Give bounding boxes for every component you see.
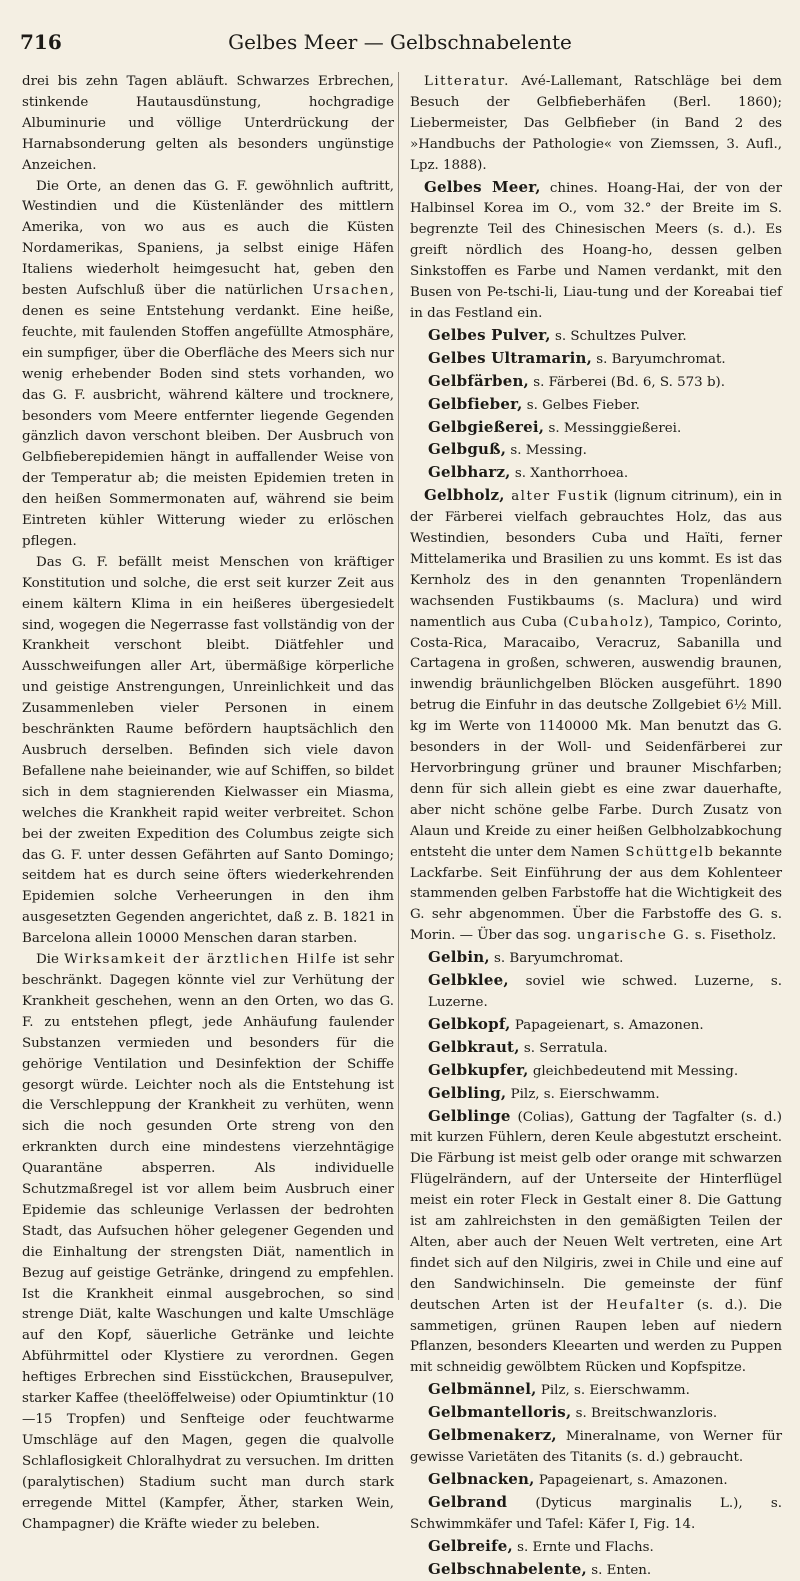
headword: Gelbin, [428,948,490,967]
entry-gelbkraut: Gelbkraut, s. Serratula. [428,1037,608,1056]
headword: Gelbgießerei, [428,417,545,436]
entry-gelbklee: Gelbklee, soviel wie schwed. Luzerne, s. Luzerne. [428,971,782,1010]
headword: Gelbrand [428,1492,508,1511]
headword: Gelbkopf, [428,1014,511,1033]
spaced-term: Wirksamkeit der ärztlichen Hilfe [64,952,338,968]
literature-paragraph: Litteratur. Avé-Lallemant, Ratschläge bei dem Besuch der Gelbfieberhäfen (Berl. 1860); Liebermeister, Das Gelbfieber (in Band 2 des »Handbuchs der Pathologie« von Ziemssen, 3. Aufl., Lpz. 1888). [410,74,782,173]
entry-gelbrand: Gelbrand (Dyticus marginalis L.), s. Schwimmkäfer und Tafel: Käfer I, Fig. 14. [410,1492,782,1532]
entry-gelbnacken: Gelbnacken, Papageienart, s. Amazonen. [428,1469,728,1488]
headword: Gelbes Meer, [424,177,541,196]
entry-gelbkopf: Gelbkopf, Papageienart, s. Amazonen. [428,1014,704,1033]
headword: Gelbkupfer, [428,1060,529,1079]
entry-gelblinge: Gelblinge (Colias), Gattung der Tagfalter (s. d.) mit kurzen Fühlern, deren Keule abgestutzt erscheint. Die Färbung ist meist gelb oder orange mit schwarzen Flügelrändern, auf der Unterseite der Hinterflügel meist ein roter Fleck in Gestalt einer 8. Die Gattung ist am zahlreichsten in den gemäßigten Teilen der Alten, aber auch der Neuen Welt vertreten, eine Art findet sich auf den Nilgiris, zwei in Chile und eine auf den Sandwichinseln. Die gemeinste der fünf deutschen Arten ist der Heufalter (s. d.). Die sammetigen, grünen Raupen leben auf niedern Pflanzen, besonders Kleearten und werden zu Puppen mit schneidig gewölbtem Rücken und Kopfspitze. [410,1106,783,1376]
entry-gelbes-ultramarin: Gelbes Ultramarin, s. Baryumchromat. [428,348,726,367]
headword: Gelbfieber, [428,394,523,413]
entry-gelbkupfer: Gelbkupfer, gleichbedeutend mit Messing. [428,1060,739,1079]
running-title: Gelbes Meer — Gelbschnabelente [228,30,572,54]
headword: Gelbklee, [428,971,509,990]
entry-gelbholz: Gelbholz, alter Fustik (lignum citrinum), ein in der Färberei vielfach gebrauchtes Holz, das aus Westindien, besonders Cuba und Haïti, ferner Mittelamerika und Brasilien zu uns kommt. Es ist das Kernholz des in den genannten Tropenländern wachsenden Fustikbaums (s. Maclura) und wird namentlich aus Cuba (Cubaholz), Tampico, Corinto, Costa-Rica, Maracaibo, Veracruz, Sabanilla und Cartagena in großen, schweren, auswendig braunen, inwendig bräunlichgelben Blöcken ausgeführt. 1890 betrug die Einfuhr in das deutsche Zollgebiet 6½ Mill. kg im Werte von 1140000 Mk. Man benutzt das G. besonders in der Woll- und Seidenfärberei zur Hervorbringung grüner und brauner Mischfarben; denn für sich allein giebt es eine zwar dauerhafte, aber nicht schöne gelbe Farbe. Durch Zusatz von Alaun und Kreide zu einer heißen Gelbholzabkochung entsteht die unter dem Namen Schüttgelb bekannte Lackfarbe. Seit Einführung der aus dem Kohlenteer stammenden gelben Farbstoffe hat die Wichtigkeit des G. sehr abgenommen. Über die Farbstoffe des G. s. Morin. — Über das sog. ungarische G. s. Fisetholz. [410,486,783,944]
headword: Gelbes Pulver, [428,325,551,344]
entry-gelbes-pulver: Gelbes Pulver, s. Schultzes Pulver. [428,325,687,344]
entry-gelbling: Gelbling, Pilz, s. Eierschwamm. [428,1083,660,1102]
headword: Gelbnacken, [428,1469,535,1488]
paragraph-symptoms: drei bis zehn Tagen abläuft. Schwarzes Erbrechen, stinkende Hautausdünstung, hochgradige Albuminurie und völlige Unterdrückung der Harnabsonderung gelten als besonders ungünstige Anzeichen. [22,74,394,173]
headword: Gelbschnabelente, [428,1559,587,1578]
headword: Gelbmenakerz, [428,1426,557,1445]
headword: Gelbguß, [428,440,507,459]
headword: Gelbreife, [428,1536,513,1555]
entry-gelbschnabelente: Gelbschnabelente, s. Enten. [428,1559,652,1578]
entry-gelbmenakerz: Gelbmenakerz, Mineralname, von Werner für gewisse Varietäten des Titanits (s. d.) gebraucht. [410,1426,782,1465]
literature-label: Litteratur. [424,74,510,89]
headword: Gelbmantelloris, [428,1403,572,1422]
headword: Gelblinge [428,1106,511,1125]
headword: Gelbling, [428,1083,507,1102]
entry-gelbfaerben: Gelbfärben, s. Färberei (Bd. 6, S. 573 b). [428,371,726,390]
headword: Gelbholz, [424,486,505,505]
headword: Gelbmännel, [428,1380,537,1399]
page-number: 716 [20,30,62,54]
headword: Gelbes Ultramarin, [428,348,593,367]
right-column [410,72,782,1581]
entry-gelbgiesserei: Gelbgießerei, s. Messinggießerei. [428,417,682,436]
entry-gelbin: Gelbin, s. Baryumchromat. [428,948,624,967]
paragraph-treatment: Die Wirksamkeit der ärztlichen Hilfe ist sehr beschränkt. Dagegen könnte viel zur Verhütung der Krankheit geschehen, wenn an den Orten, wo das G. F. zu entstehen pflegt, jede Anhäufung faulender Substanzen vermieden und besonders für die gehörige Ventilation und Desinfektion der Schiffe gesorgt würde. Leichter noch als die Entstehung ist die Verschleppung der Krankheit zu verhüten, wenn sich die noch gesunden Orte streng von den erkrankten durch eine mindestens vierzehntägige Quarantäne absperren. Als individuelle Schutzmaßregel ist vor allem beim Ausbruch einer Epidemie das schleunige Verlassen der bedrohten Stadt, das Aufsuchen höher gelegener Gegenden und die Einhaltung der strengsten Diät, namentlich in Bezug auf geistige Getränke, dringend zu empfehlen. Ist die Krankheit einmal ausgebrochen, so sind strenge Diät, kalte Waschungen und kalte Umschläge auf den Kopf, säuerliche Getränke und leichte Abführmittel oder Klystiere zu verordnen. Gegen heftiges Erbrechen sind Eisstückchen, Brausepulver, starker Kaffee (theelöffelweise) oder Opiumtinktur (10—15 Tropfen) und Senfteige oder feuchtwarme Umschläge auf den Magen, gegen die qualvolle Schlaflosigkeit Chloralhydrat zu versuchen. Im dritten (paralytischen) Stadium sucht man durch stark erregende Mittel (Kampfer, Äther, starken Wein, Champagner) die Kräfte wieder zu beleben. [22,952,394,1532]
entry-gelbes-meer: Gelbes Meer, chines. Hoang-Hai, der von der Halbinsel Korea im O., vom 32.° der Breite im S. begrenzte Teil des Chinesischen Meers (s. d.). Es greift nördlich des Hoang-ho, dessen gelben Sinkstoffen es Farbe und Namen verdankt, mit den Busen von Pe-tschi-li, Liau-tung und der Koreabai tief in das Festland ein. [410,177,782,321]
entry-gelbguss: Gelbguß, s. Messing. [428,440,587,459]
page-header [20,30,780,58]
headword: Gelbharz, [428,463,511,482]
entry-gelbmantelloris: Gelbmantelloris, s. Breitschwanzloris. [428,1403,718,1422]
entry-gelbharz: Gelbharz, s. Xanthorrhoea. [428,463,629,482]
entry-gelbfieber: Gelbfieber, s. Gelbes Fieber. [428,394,640,413]
spaced-term: Ursachen [312,283,390,299]
entry-gelbmaennel: Gelbmännel, Pilz, s. Eierschwamm. [428,1380,690,1399]
column-divider [398,72,399,1300]
paragraph-causes: Die Orte, an denen das G. F. gewöhnlich auftritt, Westindien und die Küstenländer des mittlern Amerika, von wo aus es auch die Küsten Nordamerikas, Spaniens, ja selbst einige Häfen Italiens wiederholt heimgesucht hat, geben den besten Aufschluß über die natürlichen Ursachen, denen es seine Entstehung verdankt. Eine heiße, feuchte, mit faulenden Stoffen angefüllte Atmosphäre, ein sumpfiger, über die Oberfläche des Meers sich nur wenig erhebender Boden sind stets vorhanden, wo das G. F. ausbricht, während kältere und trocknere, besonders vom Meere entfernter liegende Gegenden gänzlich davon verschont bleiben. Der Ausbruch von Gelbfieberepidemien hängt in auffallender Weise von der Temperatur ab; die meisten Epidemien treten in den heißen Sommermonaten auf, während sie beim Eintreten kühler Witterung wieder zu erlöschen pflegen. [22,178,394,549]
paragraph-spread: Das G. F. befällt meist Menschen von kräftiger Konstitution und solche, die erst seit kurzer Zeit aus einem kältern Klima in ein heißeres übergesiedelt sind, wogegen die Negerrasse fast vollständig von der Krankheit verschont bleibt. Diätfehler und Ausschweifungen aller Art, übermäßige körperliche und geistige Anstrengungen, Unreinlichkeit und das Zusammenleben vieler Personen in einem beschränkten Raume befördern hauptsächlich den Ausbruch derselben. Befinden sich viele davon Befallene nahe beieinander, wie auf Schiffen, so bildet sich in dem stagnierenden Kielwasser ein Miasma, welches die Krankheit rapid weiter verbreitet. Schon bei der zweiten Expedition des Columbus zeigte sich das G. F. unter dessen Gefährten auf Santo Domingo; seitdem hat es durch seine öfters wiederkehrenden Epidemien solche Verheerungen in den ihm ausgesetzten Gegenden angerichtet, daß z. B. 1821 in Barcelona allein 10000 Menschen daran starben. [22,554,394,947]
entry-gelbreife: Gelbreife, s. Ernte und Flachs. [428,1536,654,1555]
headword: Gelbkraut, [428,1037,520,1056]
headword: Gelbfärben, [428,371,529,390]
left-column [22,72,394,1535]
